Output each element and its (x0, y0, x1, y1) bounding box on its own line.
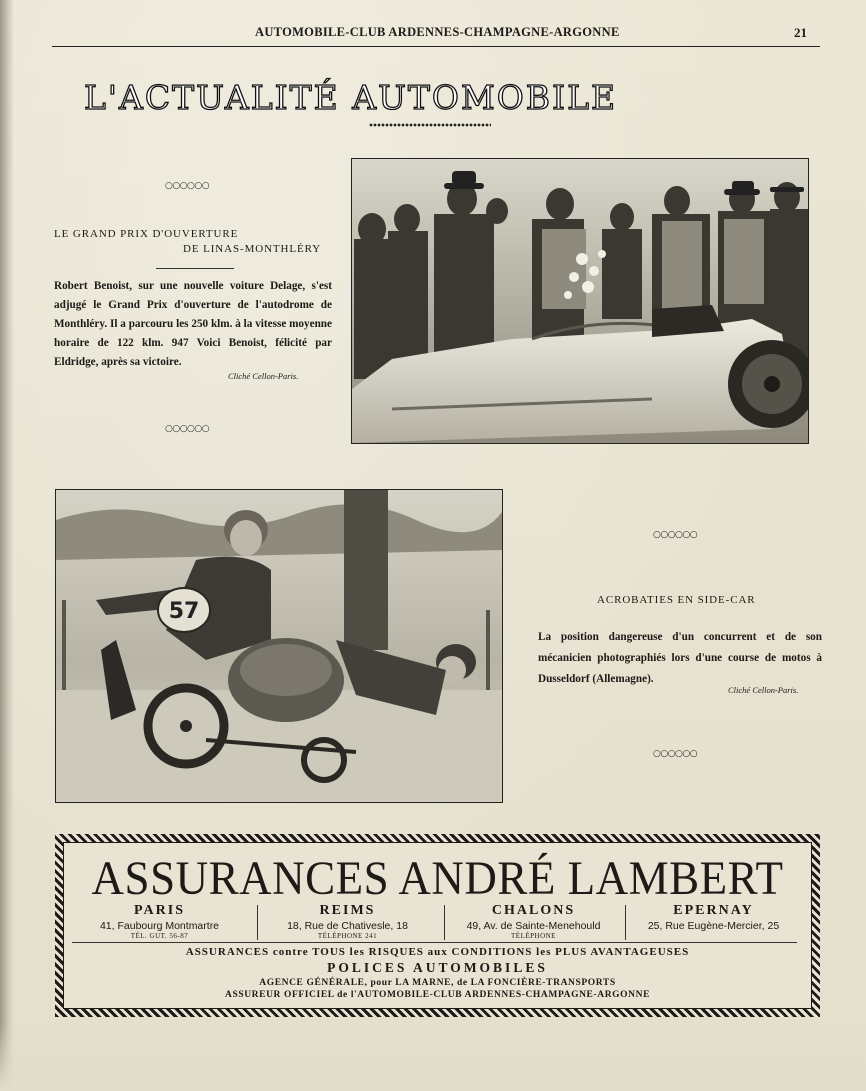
office-address: 49, Av. de Sainte-Menehould (466, 920, 601, 932)
article1-heading-line2: DE LINAS-MONTHLÉRY (183, 243, 322, 255)
office-chalons (440, 903, 627, 940)
advertisement-title: ASSURANCES ANDRÉ LAMBERT (91, 851, 784, 905)
advertisement-rule (72, 942, 797, 943)
office-phone: TÉLÉPHONE 241 (317, 932, 378, 940)
office-reims (254, 903, 441, 940)
office-city: PARIS (134, 903, 185, 918)
office-address: 41, Faubourg Montmartre (99, 920, 220, 932)
advertisement-line-agency: AGENCE GÉNÉRALE, pour LA MARNE, de LA FONCIÈRE-TRANSPORTS (259, 978, 616, 988)
photo-sidecar-illustration (56, 490, 502, 802)
article1-body: Robert Benoist, sur une nouvelle voiture Delage, s'est adjugé le Grand Prix d'ouverture de l'autodrome de Monthléry. Il a parcouru les 250 klm. à la vitesse moyenne horaire de 122 klm. 947 Voici Benoist, félicité par Eldridge, après sa victoire. (54, 280, 332, 368)
article1-heading-rule (156, 268, 234, 269)
office-epernay (620, 903, 807, 932)
insurance-advertisement (55, 834, 820, 1017)
office-address: 18, Rue de Chativesle, 18 (287, 920, 408, 932)
sidecar-race-number: 57 (168, 599, 200, 624)
header-rule (52, 46, 820, 47)
article2-photo-credit: Cliché Cellon-Paris. (728, 685, 799, 695)
office-phone: TÉLÉPHONE (511, 932, 556, 940)
ornament-divider: ○○○○○○ (653, 530, 698, 540)
page-number: 21 (794, 25, 807, 40)
office-address: 25, Rue Eugène-Mercier, 25 (647, 920, 780, 932)
article2-body: La position dangereuse d'un concurrent et de son mécanicien photographiés lors d'une course de motos à Dusseldorf (Allemagne). (538, 631, 822, 685)
article1-photo-credit: Cliché Cellon-Paris. (228, 371, 299, 381)
ornament-divider: ○○○○○○ (165, 424, 210, 434)
office-paris (66, 903, 253, 940)
photo-benoist-illustration (352, 159, 808, 443)
section-title: L'ACTUALITÉ AUTOMOBILE (84, 78, 618, 117)
page-bottom-shade (0, 1021, 866, 1091)
title-dotted-underline (369, 123, 491, 127)
running-head: AUTOMOBILE-CLUB ARDENNES-CHAMPAGNE-ARGONNE (255, 25, 620, 39)
photo-sidecar-race (55, 489, 503, 803)
ornament-divider: ○○○○○○ (653, 749, 698, 759)
office-city: CHALONS (491, 903, 576, 918)
advertisement-line-policies: POLICES AUTOMOBILES (327, 960, 548, 975)
office-phone: TÉL. GUT. 56-87 (130, 932, 189, 940)
article1-heading-line1: LE GRAND PRIX D'OUVERTURE (54, 228, 239, 240)
photo-benoist-delage-car (351, 158, 809, 444)
office-city: REIMS (319, 903, 376, 918)
office-city: EPERNAY (673, 903, 754, 918)
advertisement-inner-frame (63, 842, 812, 1009)
advertisement-line-risks: ASSURANCES contre TOUS les RISQUES aux CONDITIONS les PLUS AVANTAGEUSES (185, 946, 690, 958)
ornament-divider: ○○○○○○ (165, 181, 210, 191)
article2-heading: ACROBATIES EN SIDE-CAR (597, 594, 756, 606)
page-spine-shadow (0, 0, 14, 1091)
advertisement-line-official: ASSUREUR OFFICIEL de l'AUTOMOBILE-CLUB ARDENNES-CHAMPAGNE-ARGONNE (224, 990, 651, 1000)
